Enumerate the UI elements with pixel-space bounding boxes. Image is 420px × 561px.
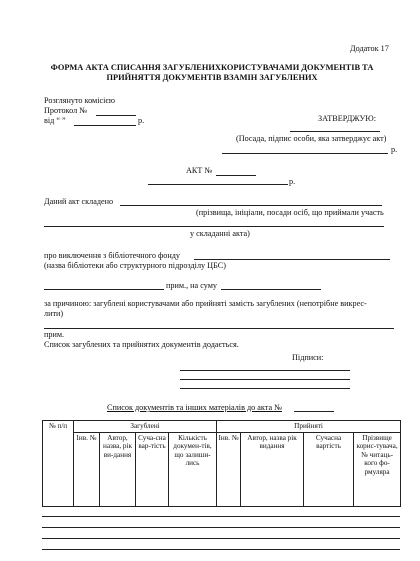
approver-signature-line[interactable] (290, 131, 380, 132)
col-number-header: № п/п (43, 421, 74, 507)
composed-line[interactable] (120, 205, 382, 206)
signature-line-1[interactable] (180, 370, 350, 371)
approve-label: ЗАТВЕРДЖУЮ: (318, 114, 376, 123)
lost-inv-header: Інв. № (74, 432, 100, 506)
annex-label: Додаток 17 (350, 44, 389, 53)
lost-author-header: Автор, назва, рік ви-дання (100, 432, 136, 506)
composed-label: Даний акт складено (44, 197, 114, 206)
act-date-line[interactable] (148, 184, 288, 185)
protocol-number-line[interactable] (96, 115, 136, 116)
lost-count-header: Кількість докумен-тів, що залиши-лись (169, 432, 217, 506)
received-surname-header: Прізвище корис-тувача, № читаць-кого фо-рмуляра (354, 432, 401, 506)
protocol-date-label: від “ ” (44, 116, 66, 125)
composed-line-2[interactable] (44, 226, 384, 227)
copies-count-line[interactable] (44, 289, 164, 290)
reason-line-1: за причиною: загублені користувачами або прийняті замість загублених (непотрібне викрес- (44, 299, 367, 308)
protocol-label: Протокол № (44, 106, 88, 115)
list-act-number-line[interactable] (294, 411, 334, 412)
reason-fill-line[interactable] (44, 328, 394, 329)
received-author-header: Автор, назва рік видання (241, 432, 304, 506)
protocol-year-suffix: р. (138, 116, 145, 125)
list-attached-text: Список загублених та прийнятих документів додається. (44, 340, 239, 349)
approve-date-line[interactable] (222, 153, 388, 154)
signatures-label: Підписи: (292, 353, 324, 362)
exclusion-line[interactable] (194, 259, 390, 260)
copies-sum-label: прим., на суму (166, 281, 218, 290)
received-value-header: Сучасна вартість (304, 432, 354, 506)
act-number-line[interactable] (216, 175, 256, 176)
group-received-header: Прийняті (217, 421, 401, 433)
act-year-suffix: р. (289, 177, 296, 186)
table-fill-line-2[interactable] (42, 527, 400, 528)
list-title: Список документів та інших матеріалів до акта № (107, 403, 282, 412)
composed-caption-2: у складанні акта) (190, 229, 250, 238)
documents-table (42, 420, 401, 507)
approve-year-suffix: р. (391, 145, 398, 154)
form-title-line1: ФОРМА АКТА СПИСАННЯ ЗАГУБЛЕНИХКОРИСТУВАЧАМИ ДОКУМЕНТІВ ТА (50, 63, 374, 72)
reason-line-2: лити) (44, 309, 64, 318)
received-inv-header: Інв. № (217, 432, 241, 506)
composed-caption: (прізвища, ініціали, посади осіб, що приймали участь (196, 208, 384, 217)
form-title-line2: ПРИЙНЯТТЯ ДОКУМЕНТІВ ВЗАМІН ЗАГУБЛЕНИХ (106, 73, 318, 82)
table-fill-line-3[interactable] (42, 538, 400, 539)
protocol-date-line[interactable] (74, 125, 136, 126)
signature-line-2[interactable] (180, 379, 350, 380)
table-fill-line-4[interactable] (42, 549, 400, 550)
library-caption: (назва бібліотеки або структурного підрозділу ЦБС) (44, 261, 226, 270)
approver-caption: (Посада, підпис особи, яка затверджує акт) (236, 134, 387, 143)
copies-label: прим. (44, 330, 65, 339)
act-number-label: АКТ № (186, 166, 213, 175)
lost-value-header: Суча-сна вар-тість (136, 432, 169, 506)
table-fill-line-1[interactable] (42, 516, 400, 517)
group-lost-header: Загублені (74, 421, 217, 433)
sum-line[interactable] (221, 289, 321, 290)
signature-line-3[interactable] (180, 388, 350, 389)
reviewed-by-commission: Розглянуто комісією (44, 96, 116, 105)
exclusion-label: про виключення з бібліотечного фонду (44, 251, 181, 260)
